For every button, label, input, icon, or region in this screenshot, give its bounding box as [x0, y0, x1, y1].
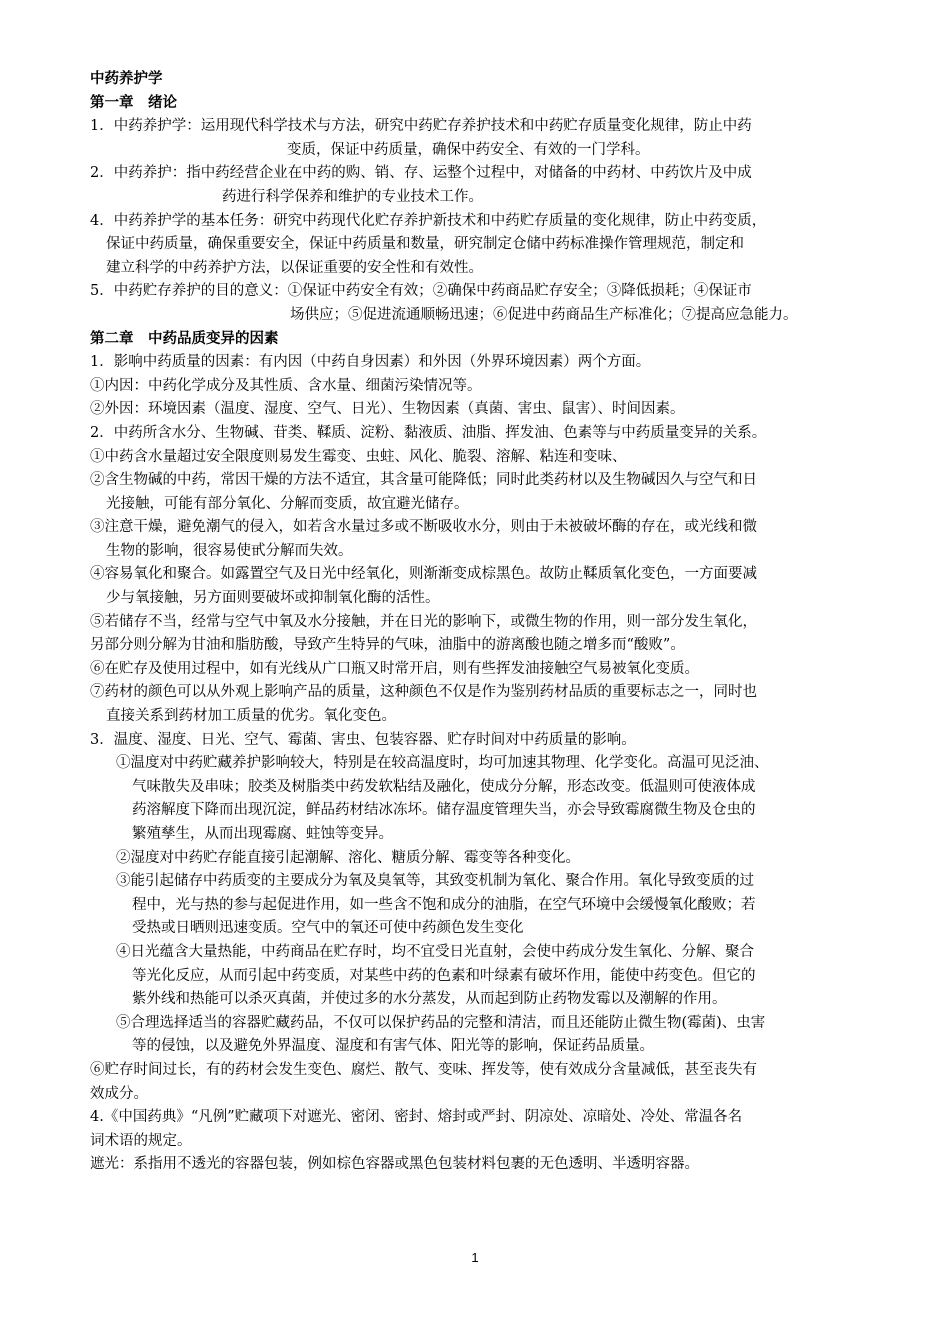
ch2-circle-5-line-2: 另部分则分解为甘油和脂肪酸，导致产生特异的气味，油脂中的游离酸也随之增多而“酸败”。 [90, 637, 685, 654]
ch2-line-2: ①内因：中药化学成分及其性质、含水量、细菌污染情况等。 [90, 377, 482, 394]
ch1-item-1-line-1: 1．中药养护学：运用现代科学技术与方法，研究中药贮存养护技术和中药贮存质量变化规律，防止中药 [90, 118, 752, 135]
ch2-line-5: ①中药含水量超过安全限度则易发生霉变、虫蛀、风化、脆裂、溶解、粘连和变味、 [90, 448, 627, 465]
ch2-item-3: 3．温度、湿度、日光、空气、霉菌、害虫、包装容器、贮存时间对中药质量的影响。 [90, 731, 636, 748]
page-number: 1 [471, 1250, 479, 1265]
document-title: 中药养护学 [90, 71, 163, 87]
ch2-sub-3-line-1: ③能引起储存中药质变的主要成分为氧及臭氧等，其致变机制为氧化、聚合作用。氧化导致变质的过 [116, 873, 754, 890]
ch1-item-2-line-1: 2．中药养护：指中药经营企业在中药的购、销、存、运整个过程中，对储备的中药材、中药饮片及中成 [90, 165, 752, 182]
ch2-item-4-line-1: 4.《中国药典》“凡例”贮藏项下对遮光、密闭、密封、熔封或严封、阴凉处、凉暗处、冷处、常温各名 [90, 1109, 743, 1126]
ch2-sub-3-line-3: 受热或日晒则迅速变质。空气中的氧还可使中药颜色发生变化 [132, 920, 524, 937]
ch2-circle-7-line-2: 直接关系到药材加工质量的优劣。氧化变色。 [106, 708, 396, 725]
document-body [90, 68, 860, 1177]
ch2-sub-1-line-2: 气味散失及串味；胶类及树脂类中药发软粘结及融化，使成分分解，形态改变。低温则可使液体成 [132, 778, 756, 795]
ch2-sub-2: ②湿度对中药贮存能直接引起潮解、溶化、糖质分解、霉变等各种变化。 [116, 849, 580, 866]
ch2-sub-1-line-4: 繁殖孳生，从而出现霉腐、蛀蚀等变异。 [132, 826, 393, 842]
ch2-sub-5-line-2: 等的侵蚀，以及避免外界温度、湿度和有害气体、阳光等的影响，保证药品质量。 [132, 1038, 654, 1055]
ch2-circle-4-line-1: ④容易氧化和聚合。如露置空气及日光中经氧化，则渐渐变成棕黑色。故防止鞣质氧化变色，一方面要减 [90, 566, 757, 583]
ch2-sub-4-line-1: ④日光蕴含大量热能，中药商品在贮存时，均不宜受日光直射，会使中药成分发生氧化、分解、聚合 [116, 943, 754, 960]
ch2-line-4: 2．中药所含水分、生物碱、苷类、鞣质、淀粉、黏液质、油脂、挥发油、色素等与中药质量变异的关系。 [90, 424, 767, 441]
ch2-item-4-line-2: 词术语的规定。 [90, 1132, 192, 1149]
ch2-zheguang: 遮光：系指用不透光的容器包装，例如棕色容器或黑色包装材料包裹的无色透明、半透明容器。 [90, 1156, 699, 1173]
ch2-line-1: 1．影响中药质量的因素：有内因（中药自身因素）和外因（外界环境因素）两个方面。 [90, 354, 651, 371]
ch2-circle-2-line-1: ②含生物碱的中药，常因干燥的方法不适宜，其含量可能降低；同时此类药材以及生物碱因久与空气和日 [90, 472, 757, 489]
ch2-line-3: ②外因：环境因素（温度、湿度、空气、日光）、生物因素（真菌、害虫、鼠害）、时间因素。 [90, 401, 685, 418]
ch1-item-5-line-1: 5．中药贮存养护的目的意义：①保证中药安全有效；②确保中药商品贮存安全；③降低损耗；④保证市 [90, 283, 752, 300]
ch1-item-2-line-2: 药进行科学保养和维护的专业技术工作。 [222, 188, 483, 205]
ch2-circle-2-line-2: 光接触，可能有部分氧化、分解而变质，故宜避光储存。 [106, 495, 469, 512]
ch1-item-4-line-3: 建立科学的中药养护方法，以保证重要的安全性和有效性。 [106, 259, 483, 276]
ch2-circle-6: ⑥在贮存及使用过程中，如有光线从广口瓶又时常开启，则有些挥发油接触空气易被氧化变质。 [90, 660, 699, 677]
ch1-item-4-line-2: 保证中药质量，确保重要安全，保证中药质量和数量，研究制定仓储中药标准操作管理规范，制定和 [106, 236, 744, 253]
ch2-sub-1-line-3: 药溶解度下降而出现沉淀，鲜品药材结冰冻坏。储存温度管理失当，亦会导致霉腐微生物及仓虫的 [132, 802, 756, 819]
ch1-item-1-line-2: 变质，保证中药质量，确保中药安全、有效的一门学科。 [287, 141, 650, 158]
ch2-circle-3-line-1: ③注意干燥，避免潮气的侵入，如若含水量过多或不断吸收水分，则由于未被破坏酶的存在，或光线和微 [90, 519, 757, 536]
ch2-circle-4-line-2: 少与氧接触，另方面则要破坏或抑制氧化酶的活性。 [106, 590, 440, 607]
ch1-item-5-line-2: 场供应；⑤促进流通顺畅迅速；⑥促进中药商品生产标准化；⑦提高应急能力。 [290, 306, 798, 323]
chapter-2-heading: 第二章 中药品质变异的因素 [90, 330, 279, 347]
ch2-circle-7-line-1: ⑦药材的颜色可以从外观上影响产品的质量，这种颜色不仅是作为鉴别药材品质的重要标志之一，同时也 [90, 684, 757, 701]
ch2-circle-3-line-2: 生物的影响，很容易使甙分解而失效。 [106, 542, 353, 559]
ch1-item-4-line-1: 4．中药养护学的基本任务：研究中药现代化贮存养护新技术和中药贮存质量的变化规律，防止中药变质， [90, 212, 767, 229]
ch2-sub-4-line-2: 等光化反应，从而引起中药变质，对某些中药的色素和叶绿素有破坏作用，能使中药变色。但它的 [132, 967, 756, 984]
ch2-sub-1-line-1: ①温度对中药贮藏养护影响较大，特别是在较高温度时，均可加速其物理、化学变化。高温可见泛油、 [116, 755, 769, 772]
ch2-circle-5-line-1: ⑤若储存不当，经常与空气中氧及水分接触，并在日光的影响下，或微生物的作用，则一部分发生氧化， [90, 613, 757, 630]
ch2-sub-6-line-2: 效成分。 [90, 1085, 148, 1102]
ch2-sub-3-line-2: 程中，光与热的参与起促进作用，如一些含不饱和成分的油脂，在空气环境中会缓慢氧化酸败；若 [132, 896, 756, 913]
chapter-1-heading: 第一章 绪论 [90, 94, 177, 111]
ch2-sub-4-line-3: 紫外线和热能可以杀灭真菌，并使过多的水分蒸发，从而起到防止药物发霉以及潮解的作用。 [132, 991, 727, 1008]
ch2-sub-6-line-1: ⑥贮存时间过长，有的药材会发生变色、腐烂、散气、变味、挥发等，使有效成分含量减低，甚至丧失有 [90, 1061, 757, 1078]
ch2-sub-5-line-1: ⑤合理选择适当的容器贮藏药品，不仅可以保护药品的完整和清洁，而且还能防止微生物(霉菌)、虫害 [116, 1014, 766, 1031]
